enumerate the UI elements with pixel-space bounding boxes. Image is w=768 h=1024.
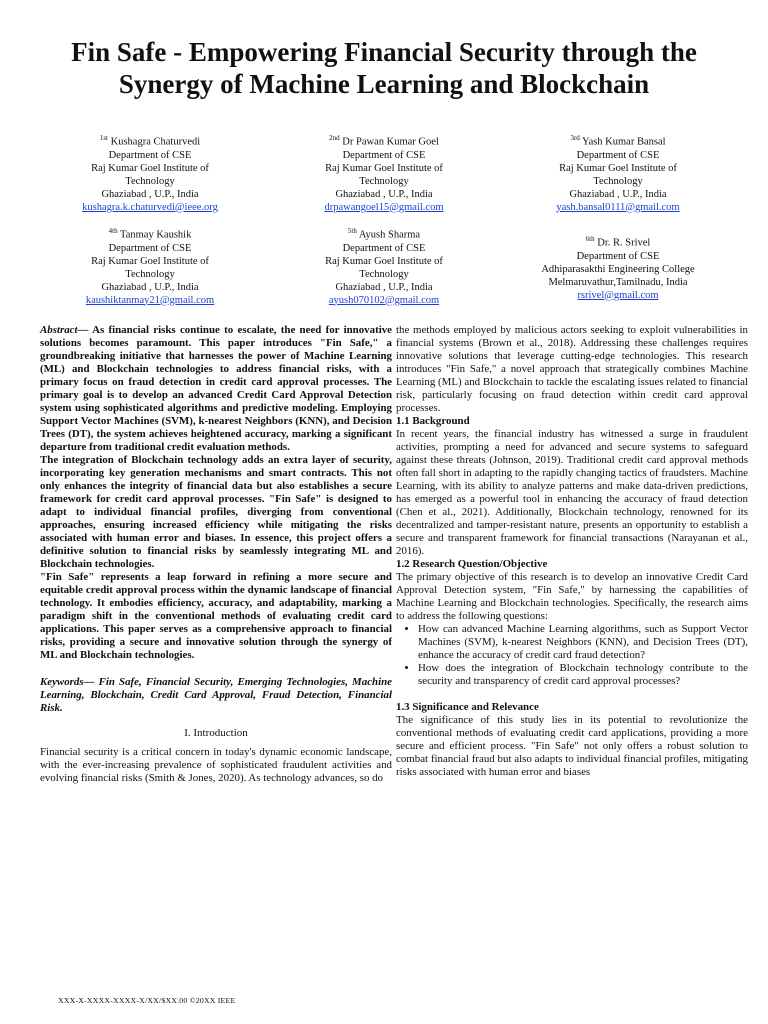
author-affiliation-line: Technology [125, 268, 175, 280]
research-questions-list [396, 623, 748, 688]
author-name: $^{4th}$ Tanmay Kaushik [108, 227, 192, 241]
right-column [396, 324, 748, 779]
author-email-link[interactable]: kushagra.k.chaturvedi@ieee.org [82, 201, 218, 213]
intro-paragraph-right: the methods employed by malicious actors seeking to exploit vulnerabilities in financial systems (Brown et al., 2018). Addressing these challenges requires innovative solutions that leverage cutting-edge technologies. This research introduces "Fin Safe," a novel approach that strategically combines Machine Learning (ML) and Blockchain to tackle the escalating issues related to financial risk, particularly focusing on fraud detection within credit card approval processes. [396, 324, 748, 414]
author-block-5 [274, 225, 494, 307]
author-name: $^{6th}$ Dr. R. Srivel [585, 235, 651, 249]
author-affiliation-line: Raj Kumar Goel Institute of [325, 255, 443, 267]
author-affiliation-line: Raj Kumar Goel Institute of [91, 255, 209, 267]
abstract-paragraph-3: "Fin Safe" represents a leap forward in refining a more secure and equitable credit approval process within the dynamic landscape of financial technology. It embodies efficiency, accuracy, and adaptability, marking a paradigm shift in the conventional methods of evaluating credit card applications. This paper serves as a comprehensive approach to financial risks, providing a secure and innovative solution through the synergy of ML and Blockchain technologies. [40, 571, 392, 661]
abstract-label: Abstract [40, 324, 78, 336]
author-name: $^{3rd}$ Yash Kumar Bansal [570, 134, 666, 148]
author-affiliation-line: Ghaziabad , U.P., India [569, 188, 667, 200]
author-affiliation-line: Ghaziabad , U.P., India [335, 188, 433, 200]
intro-paragraph-left: Financial security is a critical concern in today's dynamic economic landscape, with the ever-increasing prevalence of sophisticated fraudulent activities and evolving financial risks (Smith & Jones, 2020). As technology advances, so do [40, 746, 392, 784]
author-email-link[interactable]: drpawangoel15@gmail.com [324, 201, 444, 213]
author-email-link[interactable]: ayush070102@gmail.com [328, 294, 440, 306]
significance-paragraph: The significance of this study lies in its potential to revolutionize the conventional methods of evaluating credit card applications, providing a more secure and efficient process. "Fin Safe" not only offers a robust solution to combat financial fraud but also adapts to individual financial profiles, mitigating risks associated with human error and biases [396, 714, 748, 778]
author-name: $^{1st}$ Kushagra Chaturvedi [99, 134, 201, 148]
author-block-4 [40, 225, 260, 307]
abstract-paragraph-2: The integration of Blockchain technology adds an extra layer of security, incorporating key generation mechanisms and smart contracts. This not only enhances the integrity of financial data but also establishes a secure framework for credit card approval processes. "Fin Safe" is designed to adapt to individual financial profiles, diverging from conventional approaches, ensuring increased efficiency while mitigating the risks associated with human error and biases. In essence, this project offers a definitive solution to financial risks by seamlessly integrating ML and Blockchain technologies. [40, 454, 392, 570]
research-question-paragraph: The primary objective of this research is to develop an innovative Credit Card Approval Detection system, "Fin Safe," by harnessing the capabilities of Machine Learning and Blockchain technologies. Specifically, the research aims to address the following questions: [396, 571, 748, 622]
list-item: • How does the integration of Blockchain technology contribute to the security and transparency of credit card approval processes? [418, 662, 748, 688]
author-affiliation-line: Ghaziabad , U.P., India [101, 188, 199, 200]
author-email-link[interactable]: yash.bansal0111@gmail.com [556, 201, 680, 213]
author-email-link[interactable]: kaushiktanmay21@gmail.com [85, 294, 215, 306]
author-affiliation-line: Department of CSE [342, 242, 426, 254]
author-name: $^{5th}$ Ayush Sharma [347, 227, 421, 241]
author-email-link[interactable]: rsrivel@gmail.com [577, 289, 659, 301]
author-affiliation-line: Adhiparasakthi Engineering College [541, 263, 695, 275]
left-column [40, 324, 392, 785]
subsection-heading-research-question: 1.2 Research Question/Objective [396, 558, 548, 570]
author-affiliation-line: Technology [359, 175, 409, 187]
author-affiliation-line: Raj Kumar Goel Institute of [559, 162, 677, 174]
keywords: Keywords— Fin Safe, Financial Security, Emerging Technologies, Machine Learning, Blockchain, Credit Card Approval, Fraud Detection, Financial Risk. [40, 676, 392, 714]
author-affiliation-line: Ghaziabad , U.P., India [101, 281, 199, 293]
paper-title: Fin Safe - Empowering Financial Security through the Synergy of Machine Learning and Blockchain [71, 37, 697, 99]
author-affiliation-line: Ghaziabad , U.P., India [335, 281, 433, 293]
author-block-3 [508, 132, 728, 214]
author-affiliation-line: Melmaruvathur,Tamilnadu, India [548, 276, 688, 288]
author-affiliation-line: Technology [125, 175, 175, 187]
author-block-2 [274, 132, 494, 214]
author-affiliation-line: Raj Kumar Goel Institute of [325, 162, 443, 174]
background-paragraph: In recent years, the financial industry has witnessed a surge in fraudulent activities, prompting a need for advanced and secure systems to safeguard against these threats (Johnson, 2019). Traditional credit card approval methods often fall short in adapting to the rapidly changing tactics of fraudsters. Machine Learning, with its ability to analyze patterns and make data-driven predictions, has emerged as a powerful tool in enhancing the accuracy of fraud detection (Chen et al., 2021). Additionally, Blockchain technology, renowned for its decentralized and tamper-resistant nature, presents an opportunity to establish a secure and transparent framework for financial transactions (Narayanan et al., 2016). [396, 428, 748, 557]
copyright-footer: XXX-X-XXXX-XXXX-X/XX/$XX.00 ©20XX IEEE [58, 996, 236, 1005]
section-heading-introduction: I. Introduction [184, 727, 248, 739]
author-affiliation-line: Department of CSE [108, 149, 192, 161]
abstract-paragraph-1: Abstract— As financial risks continue to escalate, the need for innovative solutions becomes paramount. This paper introduces "Fin Safe," a groundbreaking initiative that harnesses the power of Machine Learning (ML) and Blockchain technologies to address financial risks, with a primary focus on fraud detection in credit card approval processes. The primary goal is to develop an advanced Credit Card Approval Detection system using sophisticated algorithms and predictive modeling. Employing Support Vector Machines (SVM), k-nearest Neighbors (KNN), and Decision Trees (DT), the system achieves heightened accuracy, marking a significant departure from traditional credit evaluation methods. [40, 324, 392, 453]
author-name: $^{2nd}$ Dr Pawan Kumar Goel [329, 134, 439, 148]
author-affiliation-line: Technology [359, 268, 409, 280]
author-affiliation-line: Technology [593, 175, 643, 187]
list-item: • How can advanced Machine Learning algorithms, such as Support Vector Machines (SVM), k-nearest Neighbors (KNN), and Decision Trees (DT), enhance the accuracy of credit card fraud detection? [418, 623, 748, 662]
author-affiliation-line: Department of CSE [108, 242, 192, 254]
author-affiliation-line: Department of CSE [576, 250, 660, 262]
subsection-heading-background: 1.1 Background [396, 415, 470, 427]
author-block-6 [508, 233, 728, 302]
author-affiliation-line: Department of CSE [576, 149, 660, 161]
author-block-1 [40, 132, 260, 214]
keywords-label: Keywords [40, 676, 84, 688]
author-affiliation-line: Raj Kumar Goel Institute of [91, 162, 209, 174]
subsection-heading-significance: 1.3 Significance and Relevance [396, 701, 539, 713]
author-affiliation-line: Department of CSE [342, 149, 426, 161]
